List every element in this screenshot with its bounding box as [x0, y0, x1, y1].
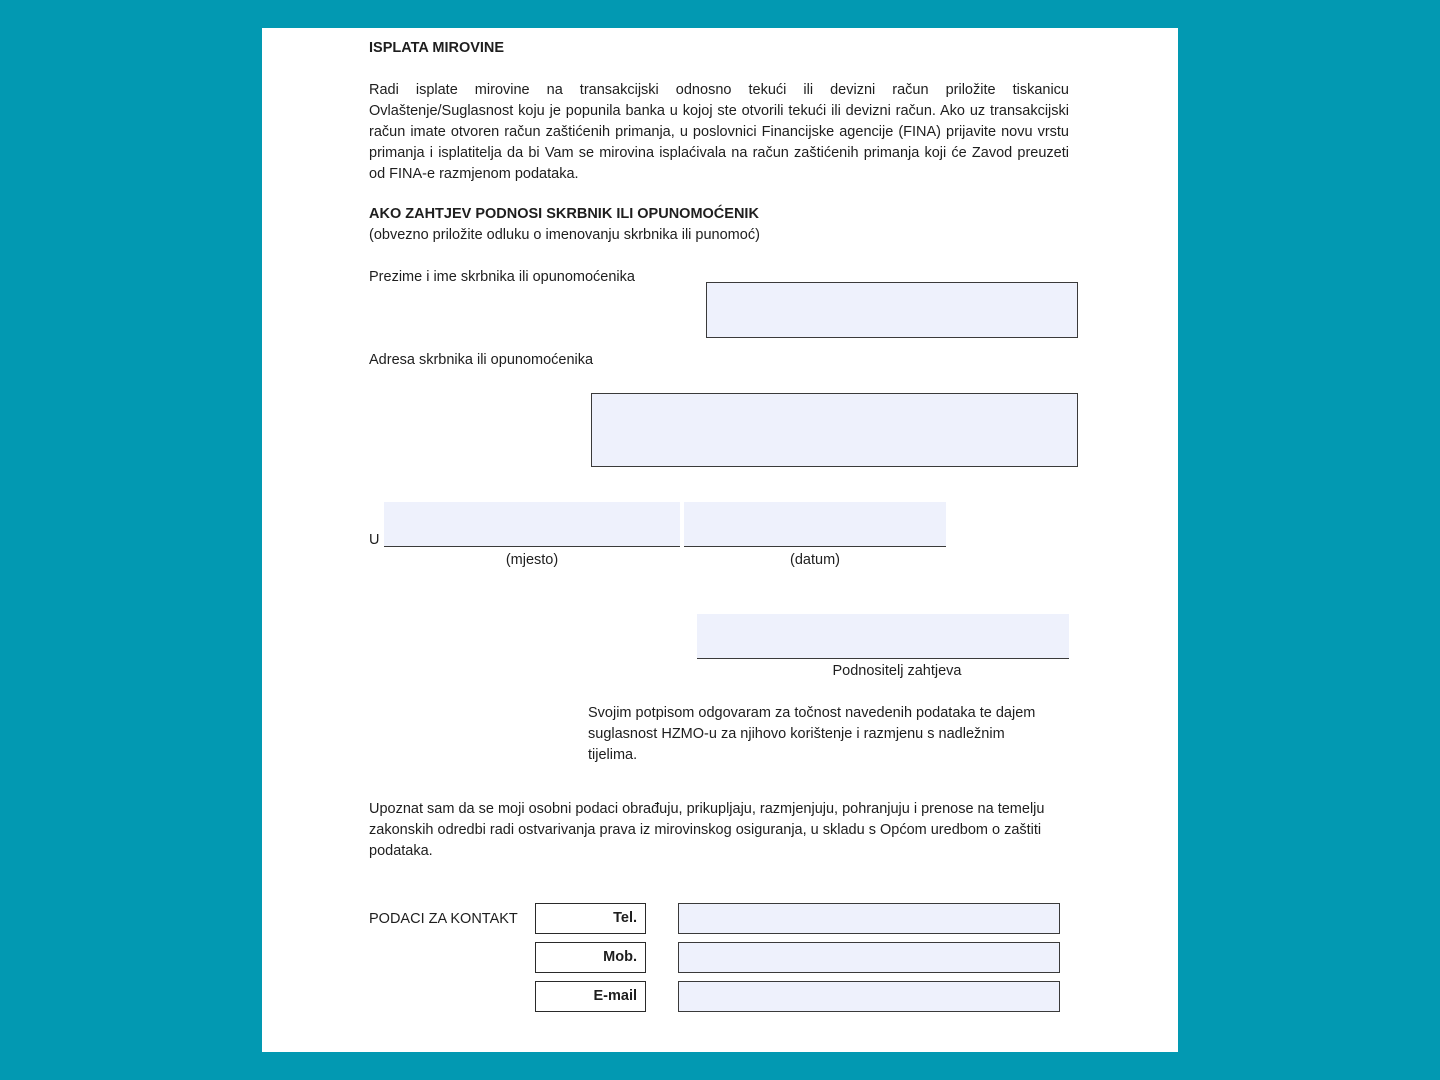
- date-field[interactable]: [684, 502, 946, 546]
- place-underline: [384, 546, 680, 547]
- place-prefix: U: [369, 532, 380, 548]
- guardian-heading: AKO ZAHTJEV PODNOSI SKRBNIK ILI OPUNOMOĆENIK: [369, 206, 759, 222]
- date-underline: [684, 546, 946, 547]
- tel-field[interactable]: [678, 903, 1060, 934]
- email-field[interactable]: [678, 981, 1060, 1012]
- guardian-address-label: Adresa skrbnika ili opunomoćenika: [369, 352, 594, 368]
- signature-underline: [697, 658, 1069, 659]
- date-caption: (datum): [790, 552, 840, 568]
- place-caption: (mjesto): [505, 552, 559, 568]
- place-field[interactable]: [384, 502, 680, 546]
- declaration-text: Svojim potpisom odgovaram za točnost navedenih podataka te dajem suglasnost HZMO-u za njihovo korištenje i razmjenu s nadležnim tijelima.: [588, 705, 1036, 763]
- mob-field[interactable]: [678, 942, 1060, 973]
- privacy-notice: Upoznat sam da se moji osobni podaci obrađuju, prikupljaju, razmjenjuju, pohranjuju i prenose na temelju zakonskih odredbi radi ostvarivanja prava iz mirovinskog osiguranja, u skladu s Općom uredbom o zaštiti podataka.: [369, 801, 1045, 859]
- email-label: E-mail: [535, 981, 646, 1012]
- mob-label: Mob.: [535, 942, 646, 973]
- guardian-name-label: Prezime i ime skrbnika ili opunomoćenika: [369, 269, 635, 285]
- guardian-address-field[interactable]: [591, 393, 1078, 467]
- tel-label: Tel.: [535, 903, 646, 934]
- guardian-note: (obvezno priložite odluku o imenovanju skrbnika ili punomoć): [369, 227, 760, 243]
- payment-heading: ISPLATA MIROVINE: [369, 40, 505, 56]
- payment-paragraph: Radi isplate mirovine na transakcijski odnosno tekući ili devizni račun priložite tiskanicu Ovlaštenje/Suglasnost koju je popunila banka u kojoj ste otvorili tekući ili devizni račun. Ako uz transakcijski račun imate otvoren račun zaštićenih primanja, u poslovnici Financijske agencije (FINA) prijavite novu vrstu primanja i isplatitelja da bi Vam se mirovina isplaćivala na račun zaštićenih primanja koji će Zavod preuzeti od FINA-e razmjenom podataka.: [369, 82, 1069, 182]
- guardian-name-field[interactable]: [706, 282, 1078, 338]
- contact-heading: PODACI ZA KONTAKT: [369, 911, 518, 927]
- form-page: [262, 28, 1178, 1052]
- signature-field[interactable]: [697, 614, 1069, 658]
- signature-caption: Podnositelj zahtjeva: [832, 663, 962, 679]
